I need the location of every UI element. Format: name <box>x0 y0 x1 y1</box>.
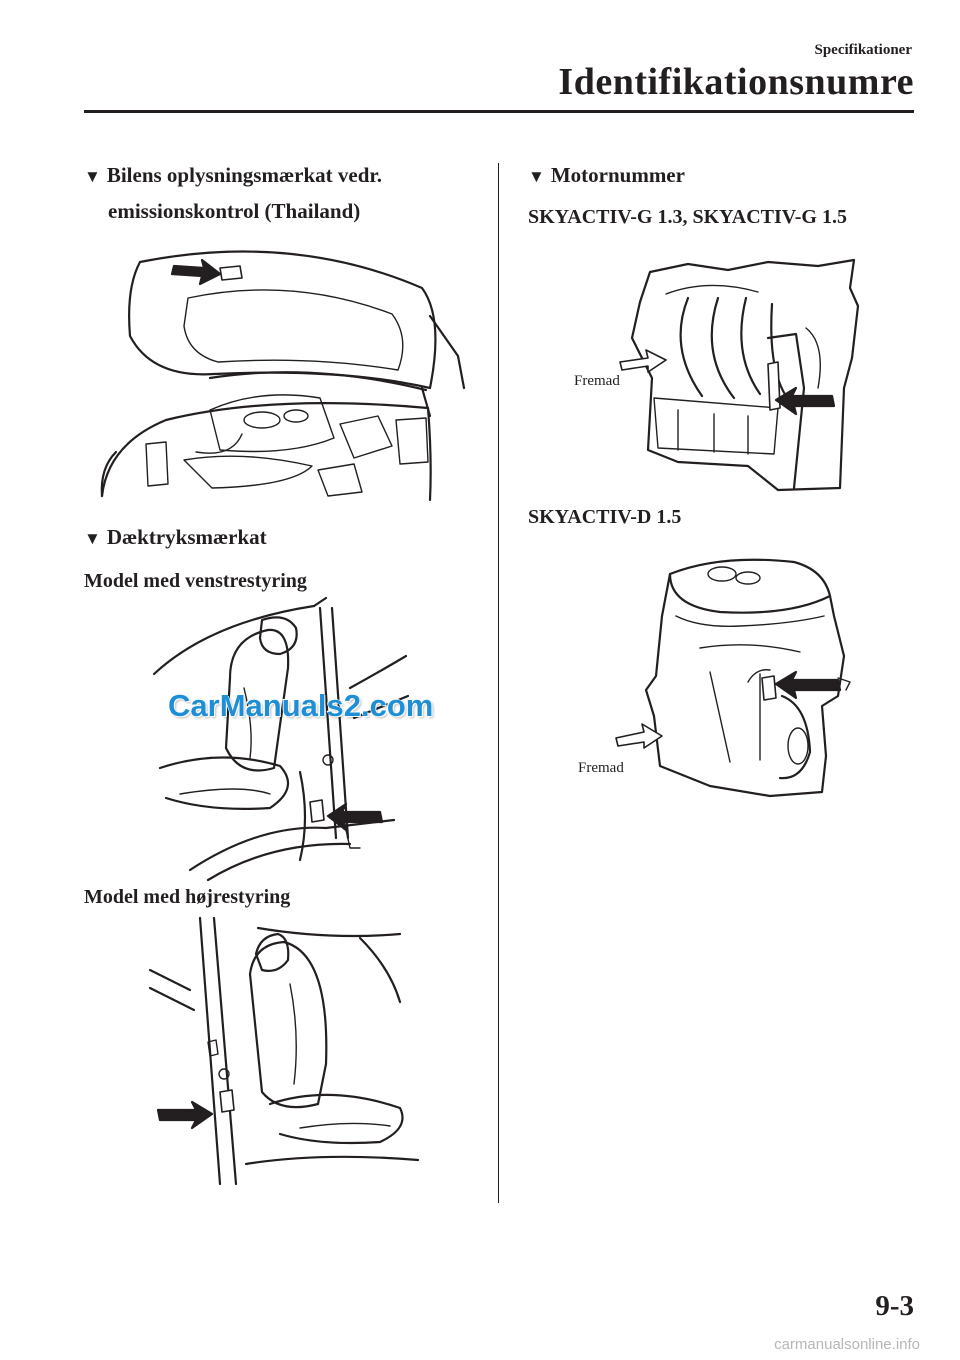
rhd-label: Model med højrestyring <box>84 886 291 908</box>
tire-label-heading <box>84 520 267 556</box>
engine-number-heading <box>528 158 685 194</box>
diesel-engine-illustration <box>610 556 870 800</box>
lhd-label: Model med venstrestyring <box>84 570 307 592</box>
diesel-engine-label: SKYACTIV-D 1.5 <box>528 506 682 528</box>
engine-heading-text: Motornummer <box>550 163 685 187</box>
gas-engine-label: SKYACTIV-G 1.3, SKYACTIV-G 1.5 <box>528 206 847 228</box>
gas-forward-label: Fremad <box>574 373 620 389</box>
header-rule <box>84 110 914 113</box>
gas-engine-illustration <box>618 258 868 494</box>
heading-marker-icon: ▼ <box>84 529 101 548</box>
footer-watermark: carmanualsonline.info <box>774 1336 920 1353</box>
tire-heading-text: Dæktryksmærkat <box>106 525 267 549</box>
page-number: 9-3 <box>875 1290 914 1322</box>
rhd-door-illustration <box>150 914 420 1194</box>
diesel-forward-label: Fremad <box>578 760 624 776</box>
heading-marker-icon: ▼ <box>84 167 101 186</box>
column-divider <box>498 163 499 1203</box>
hood-label-illustration <box>92 238 472 508</box>
watermark-text: CarManuals2.com <box>168 688 434 723</box>
section-label: Specifikationer <box>814 42 912 58</box>
emission-heading-line2: emissionskontrol (Thailand) <box>108 199 361 223</box>
chapter-title: Identifikationsnumre <box>558 61 914 103</box>
emission-label-heading <box>84 158 382 228</box>
lhd-door-illustration <box>150 598 410 880</box>
heading-marker-icon: ▼ <box>528 167 545 186</box>
emission-heading-line1: Bilens oplysningsmærkat vedr. <box>106 163 383 187</box>
